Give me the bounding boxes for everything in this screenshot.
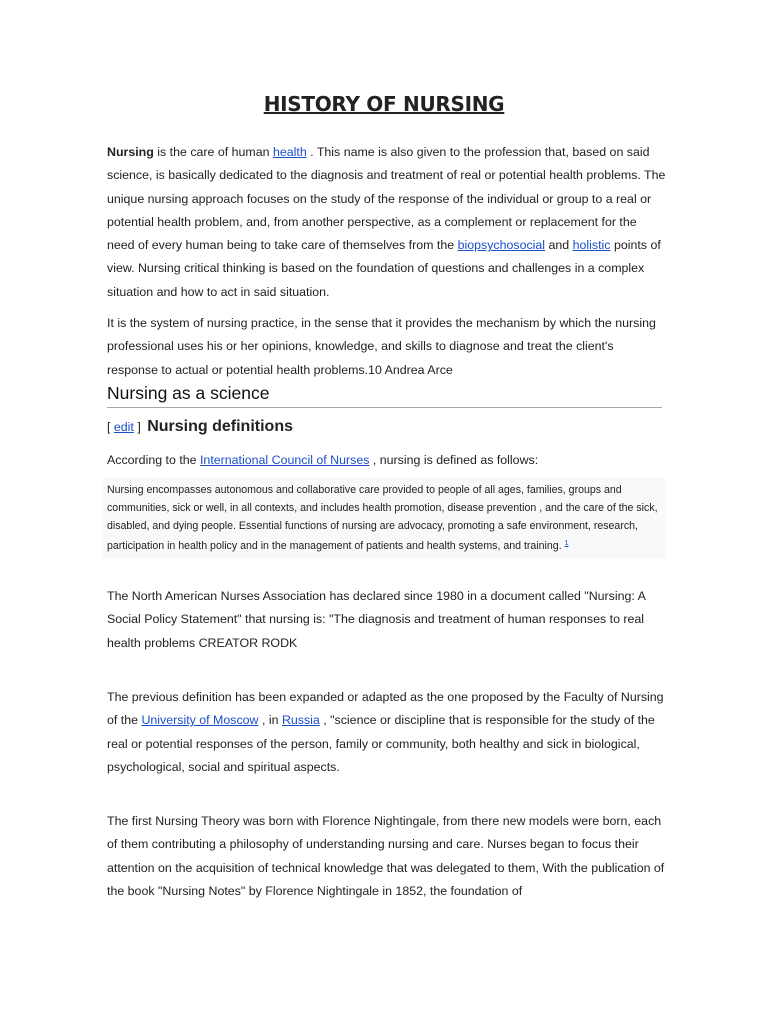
intro-text-3: and	[545, 238, 573, 253]
reference-link[interactable]: 1	[564, 540, 569, 548]
intro-bold-term: Nursing	[107, 145, 154, 159]
biopsychosocial-link[interactable]: biopsychosocial	[457, 238, 546, 253]
moscow-paragraph	[107, 686, 667, 779]
page-title: HISTORY OF NURSING	[263, 92, 505, 116]
theory-paragraph: The first Nursing Theory was born with Florence Nightingale, from there new models were born, each of them contributing a philosophy of understanding nursing and care. Nurses began to focus their attention on the acquisition of technical knowledge that was delegated to them, With the publication of the book "Nursing Notes" by Florence Nightingale in 1852, the foundation of	[107, 814, 665, 898]
icn-text-2: , nursing is defined as follows:	[369, 453, 539, 467]
quote-text: Nursing encompasses autonomous and collaborative care provided to people of all ages, families, groups and communities, sick or well, in all contexts, and includes health promotion, disease prevention , and the care of the sick, disabled, and dying people. Essential functions of nursing are advocacy, promoting a safe environment, research, participation in health policy and in the management of patients and health systems, and training.	[107, 484, 658, 553]
nursing-system-paragraph: It is the system of nursing practice, in the sense that it provides the mechanism by which the nursing professional uses his or her opinions, knowledge, and skills to diagnose and treat the client's response to actual or potential health problems.10 Andrea Arce	[107, 316, 656, 377]
subsection-title: Nursing definitions	[147, 418, 293, 435]
university-link[interactable]: University of Moscow	[141, 713, 259, 728]
intro-paragraph	[107, 141, 667, 304]
intro-text-1: is the care of human	[153, 145, 273, 159]
nana-paragraph: The North American Nurses Association has declared since 1980 in a document called "Nursing: A Social Policy Statement" that nursing is: "The diagnosis and treatment of human responses to real health problems CREATOR RODK	[107, 589, 646, 650]
definition-quote	[103, 477, 665, 559]
edit-link[interactable]: edit	[113, 420, 134, 434]
subsection-heading	[107, 418, 293, 436]
icn-paragraph	[107, 449, 667, 472]
edit-bracket-open: [	[107, 420, 114, 434]
holistic-link[interactable]: holistic	[572, 238, 611, 253]
moscow-text-1: The previous definition has been expanded or adapted as the one proposed by the Faculty of Nursing of the	[107, 690, 664, 728]
section-heading: Nursing as a science	[107, 383, 662, 408]
icn-text-1: According to the	[107, 453, 200, 467]
russia-link[interactable]: Russia	[281, 713, 320, 728]
edit-bracket-close: ]	[133, 420, 141, 434]
intro-text-2: . This name is also given to the profession that, based on said science, is basically dedicated to the diagnosis and treatment of real or potential health problems. The unique nursing approach focuses on the study of the response of the individual or group to a real or potential health problem, and, from another perspective, as a complement or replacement for the need of every human being to take care of themselves from the	[107, 145, 666, 253]
health-link[interactable]: health	[272, 145, 307, 159]
icn-link[interactable]: International Council of Nurses	[199, 453, 370, 467]
moscow-text-3: , "science or discipline that is responsible for the study of the real or potential responses of the person, family or community, both healthy and sick in biological, psychological, social and spiritual aspects.	[107, 713, 655, 774]
intro-text-4: points of view. Nursing critical thinking is based on the foundation of questions and challenges in a complex situation and how to act in said situation.	[107, 238, 661, 299]
moscow-text-2: , in	[258, 713, 282, 728]
